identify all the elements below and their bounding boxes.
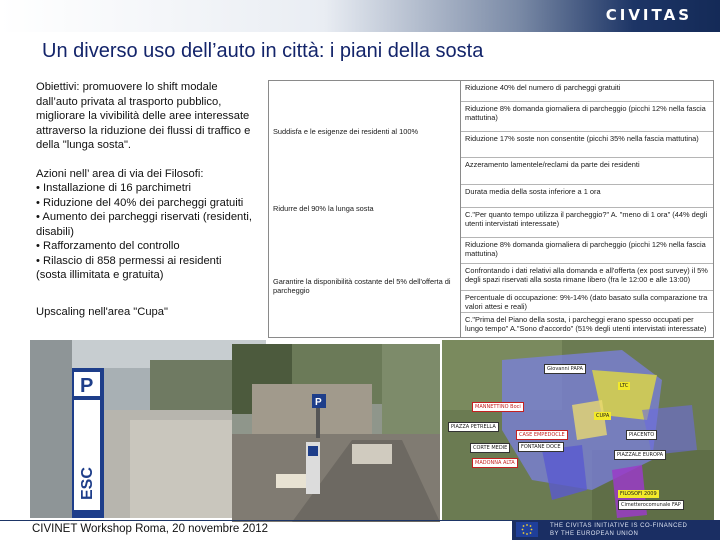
action-item: • Riduzione del 40% dei parcheggi gratuiti (36, 196, 244, 209)
map-label: CASE EMPEDOCLE (516, 430, 568, 440)
top-banner (0, 0, 720, 32)
action-item: • Rilascio di 858 permessi ai residenti (36, 254, 222, 267)
table-left-cell: Suddisfa e le esigenze dei residenti al 100% (273, 127, 419, 136)
map-label: PIAZZA PETRELLA (448, 422, 499, 432)
parking-sign-illustration (30, 340, 266, 518)
map-label: LTC (620, 383, 629, 389)
table-right-cell: C."Prima del Piano della sosta, i parcheggi erano spesso occupati per lungo tempo" A."Sono d'accordo" (51% degli utenti intervistati interessate) (465, 315, 707, 333)
map-label: FONTANE DOCE (518, 442, 564, 452)
map-label: Giovanni PAPA (544, 364, 586, 374)
table-right-cell: C."Per quanto tempo utilizza il parcheggio?" A. "meno di 1 ora" (44% degli utenti intervistati interessate) (461, 208, 713, 238)
objectives-line: migliorare la vivibilità delle aree interessate (36, 110, 250, 122)
civitas-logo: CIVITAS (605, 6, 692, 24)
action-item: (sosta illimitata e gratuita) (36, 269, 164, 281)
map-label: MADONNA ALTA (472, 458, 518, 468)
footer-cofinanced-line: THE CIVITAS INITIATIVE IS CO-FINANCED (550, 523, 688, 529)
left-text-column (36, 80, 270, 319)
map-label: Cimetterocomunale FAP (618, 500, 684, 510)
area-map (442, 340, 714, 520)
action-item: • Aumento dei parcheggi riservati (residenti, (36, 211, 252, 223)
svg-text:ESC: ESC (79, 467, 96, 500)
footer-cofinanced-line: BY THE EUROPEAN UNION (550, 531, 639, 537)
table-right-cell: Azzeramento lamentele/reclami da parte dei residenti (461, 158, 713, 185)
objectives-line: della "lunga sosta". (36, 139, 132, 151)
footer-event-text: CIVINET Workshop Roma, 20 novembre 2012 (32, 523, 269, 535)
map-label: CORTE MEDIE (470, 443, 510, 453)
action-item: • Installazione di 16 parchimetri (36, 182, 192, 194)
map-label: CUPA (596, 413, 610, 419)
eu-flag-icon (516, 522, 538, 537)
actions-intro: Azioni nell’ area di via dei Filosofi: (36, 167, 204, 180)
action-item: disabili) (36, 225, 74, 238)
objectives-line: dall’auto privata al trasporto pubblico, (36, 95, 222, 108)
upscaling-text: Upscaling nell'area "Cupa" (36, 305, 168, 318)
map-label: MANNETTINO Boci (472, 402, 524, 412)
table-right-column (461, 81, 713, 337)
eu-stars-icon (516, 522, 538, 537)
parking-meter-illustration (232, 344, 440, 522)
table-right-cell: Confrontando i dati relativi alla domanda e all'offerta (ex post survey) il 5% degli spazi riservati alla sosta rimane libero (fra le 12:00 e alle 13:00) (461, 264, 713, 291)
map-label: PIACENTO (626, 430, 657, 440)
table-right-cell: Percentuale di occupazione: 9%-14% (dato basato sulla comparazione tra valori attesi e reali) (461, 291, 713, 313)
parking-sign-photo (30, 340, 266, 518)
table-right-cell: Riduzione 8% domanda giornaliera di parcheggio (picchi 12% nella fascia mattutina) (461, 102, 713, 132)
table-right-cell: Riduzione 40% del numero di parcheggi gratuiti (461, 81, 713, 102)
objectives-line: Obiettivi: promuovere lo shift modale (36, 81, 218, 93)
svg-text:P: P (80, 375, 94, 397)
table-right-cell: Riduzione 17% soste non consentite (picchi 35% nella fascia mattutina) (461, 132, 713, 158)
action-item: • Rafforzamento del controllo (36, 240, 180, 252)
footer-cofinanced-text (550, 522, 687, 538)
table-left-column (269, 81, 461, 337)
table-left-cell: Ridurre del 90% la lunga sosta (273, 204, 374, 213)
slide-title: Un diverso uso dell’auto in città: i piani della sosta (42, 40, 484, 62)
objectives-line: attraverso la riduzione dei flussi di traffico e (36, 124, 251, 137)
parking-meter-photo (232, 344, 440, 522)
table-right-cell: Riduzione 8% domanda giornaliera di parcheggio (picchi 12% nella fascia mattutina) (461, 238, 713, 264)
map-label: PIAZZALE EUROPA (614, 450, 666, 460)
svg-text:P: P (315, 397, 322, 408)
map-label: FILOSOFI 2009 (620, 491, 657, 497)
objectives-table (268, 80, 714, 338)
table-right-cell: Durata media della sosta inferiore a 1 ora (461, 185, 713, 208)
table-left-cell: Garantire la disponibilità costante del 5% dell'offerta di parcheggio (273, 277, 451, 295)
